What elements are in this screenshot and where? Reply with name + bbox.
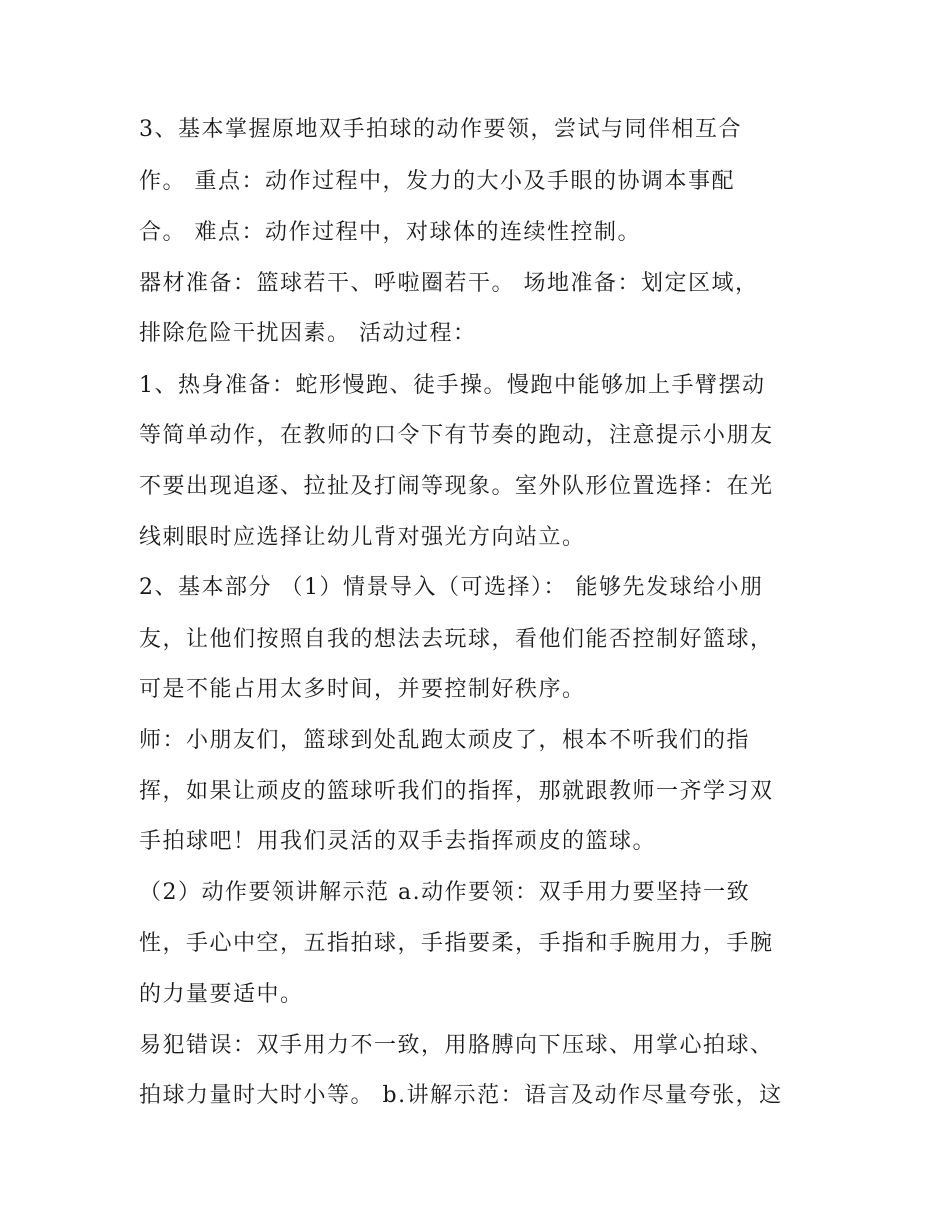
- text-line: 友，让他们按照自我的想法去玩球，看他们能否控制好篮球，: [139, 627, 774, 652]
- text-line: 排除危险干扰因素。 活动过程：: [139, 321, 477, 346]
- text-line: 合。 难点：动作过程中，对球体的连续性控制。: [139, 220, 641, 245]
- text-line: 2、基本部分 （1）情景导入（可选择）： 能够先发球给小朋: [139, 575, 764, 600]
- text-line: 3、基本掌握原地双手拍球的动作要领，尝试与同伴相互合: [139, 117, 742, 142]
- text-line: 挥，如果让顽皮的篮球听我们的指挥，那就跟教师一齐学习双: [139, 779, 774, 804]
- text-line: 不要出现追逐、拉扯及打闹等现象。室外队形位置选择：在光: [139, 474, 774, 499]
- text-line: 的力量要适中。: [139, 982, 304, 1007]
- text-line: 性，手心中空，五指拍球，手指要柔，手指和手腕用力，手腕: [139, 931, 774, 956]
- text-line: 1、热身准备：蛇形慢跑、徒手操。慢跑中能够加上手臂摆动: [139, 373, 766, 398]
- text-line: 手拍球吧！用我们灵活的双手去指挥顽皮的篮球。: [139, 829, 657, 854]
- text-line: 易犯错误：双手用力不一致，用胳膊向下压球、用掌心拍球、: [139, 1033, 774, 1058]
- text-line: 线刺眼时应选择让幼儿背对强光方向站立。: [139, 525, 586, 550]
- text-line: （2）动作要领讲解示范 a.动作要领：双手用力要坚持一致: [139, 880, 751, 905]
- text-line: 拍球力量时大时小等。 b.讲解示范：语言及动作尽量夸张，这: [139, 1083, 783, 1108]
- text-line: 师：小朋友们，篮球到处乱跑太顽皮了，根本不听我们的指: [139, 728, 751, 753]
- text-line: 可是不能占用太多时间，并要控制好秩序。: [139, 677, 586, 702]
- text-line: 作。 重点：动作过程中，发力的大小及手眼的协调本事配: [139, 169, 735, 194]
- text-line: 器材准备：篮球若干、呼啦圈若干。 场地准备：划定区域，: [139, 271, 759, 296]
- text-line: 等简单动作，在教师的口令下有节奏的跑动，注意提示小朋友: [139, 423, 774, 448]
